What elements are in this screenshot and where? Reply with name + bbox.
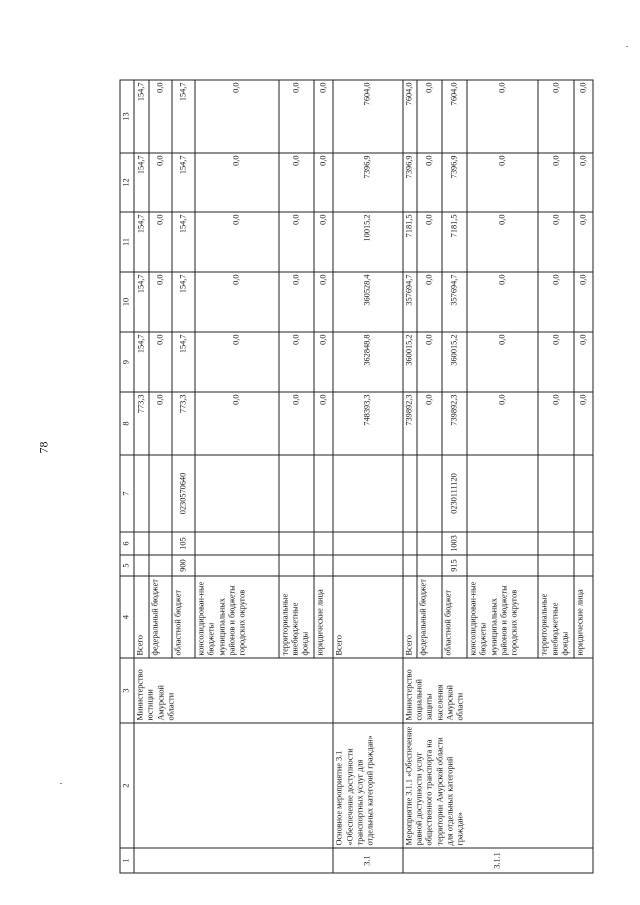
target-article-cell: [403, 455, 417, 532]
header-row: [120, 80, 134, 873]
header-cell: 8: [120, 392, 134, 455]
amount-cell: 0,0: [467, 272, 538, 332]
amount-cell: 773,3: [134, 392, 149, 455]
amount-cell: 154,7: [134, 153, 149, 212]
amount-cell: 154,7: [134, 332, 149, 392]
grbs-code-cell: [417, 555, 442, 576]
target-article-cell: [134, 455, 149, 532]
amount-cell: 154,7: [172, 80, 195, 153]
amount-cell: 0,0: [149, 332, 172, 392]
amount-cell: 154,7: [172, 153, 195, 212]
funding-source-cell: юридические лица: [314, 576, 333, 658]
section-code-cell: 105: [172, 532, 195, 555]
target-article-cell: 0230111120: [442, 455, 467, 532]
target-article-cell: 0230570640: [172, 455, 195, 532]
amount-cell: 0,0: [149, 272, 172, 332]
amount-cell: 0,0: [538, 332, 574, 392]
target-article-cell: [417, 455, 442, 532]
amount-cell: 0,0: [417, 392, 442, 455]
amount-cell: 0,0: [574, 332, 593, 392]
amount-cell: 360015,2: [442, 332, 467, 392]
table-row: [333, 80, 402, 873]
amount-cell: 154,7: [134, 80, 149, 153]
amount-cell: 7604,0: [442, 80, 467, 153]
amount-cell: 0,0: [314, 392, 333, 455]
funding-source-cell: федеральный бюджет: [417, 576, 442, 658]
header-cell: 9: [120, 332, 134, 392]
amount-cell: 748393,3: [333, 392, 402, 455]
funding-source-cell: областной бюджет: [172, 576, 195, 658]
header-cell: 6: [120, 532, 134, 555]
funding-source-cell: территориальные внебюджетные фонды: [538, 576, 574, 658]
amount-cell: 7181,5: [403, 212, 417, 272]
amount-cell: 0,0: [149, 212, 172, 272]
budget-table: [120, 80, 594, 874]
grbs-code-cell: [333, 555, 402, 576]
funding-source-cell: Всего: [403, 576, 417, 658]
target-article-cell: [314, 455, 333, 532]
amount-cell: 154,7: [172, 212, 195, 272]
amount-cell: 0,0: [314, 332, 333, 392]
funding-source-cell: юридические лица: [574, 576, 593, 658]
header-cell: 12: [120, 153, 134, 212]
page-number: 78: [36, 441, 51, 454]
amount-cell: 360015,2: [403, 332, 417, 392]
funding-source-cell: консолидирован-ные бюджеты муниципальных районов и бюджеты городских округов: [467, 576, 538, 658]
amount-cell: 0,0: [279, 153, 315, 212]
amount-cell: 0,0: [538, 80, 574, 153]
amount-cell: 0,0: [314, 153, 333, 212]
amount-cell: 7604,0: [333, 80, 402, 153]
amount-cell: 0,0: [279, 80, 315, 153]
amount-cell: 0,0: [149, 80, 172, 153]
row-number-cell: 3.1: [333, 848, 402, 873]
amount-cell: 0,0: [538, 153, 574, 212]
amount-cell: 0,0: [574, 153, 593, 212]
table-row: [134, 80, 149, 873]
grbs-code-cell: [467, 555, 538, 576]
amount-cell: 739892,3: [442, 392, 467, 455]
amount-cell: 0,0: [467, 80, 538, 153]
funding-source-cell: консолидирован-ные бюджеты муниципальных районов и бюджеты городских округов: [195, 576, 279, 658]
responsible-cell: Министерство юстиции Амурской области: [134, 658, 333, 723]
section-code-cell: [149, 532, 172, 555]
scan-speck: [60, 783, 62, 784]
amount-cell: 7396,9: [403, 153, 417, 212]
section-code-cell: [195, 532, 279, 555]
header-cell: 13: [120, 80, 134, 153]
amount-cell: 362848,8: [333, 332, 402, 392]
row-number-cell: [134, 848, 333, 873]
responsible-cell: Министерство социальной защиты населения Амурской области: [403, 658, 593, 723]
section-code-cell: [333, 532, 402, 555]
amount-cell: 0,0: [538, 212, 574, 272]
section-code-cell: [314, 532, 333, 555]
funding-source-cell: областной бюджет: [442, 576, 467, 658]
amount-cell: 0,0: [538, 272, 574, 332]
grbs-code-cell: [538, 555, 574, 576]
amount-cell: 7181,5: [442, 212, 467, 272]
amount-cell: 0,0: [467, 153, 538, 212]
header-cell: 4: [120, 576, 134, 658]
header-cell: 1: [120, 848, 134, 873]
amount-cell: 0,0: [314, 272, 333, 332]
block-activity-3-1-1: [403, 80, 593, 873]
target-article-cell: [333, 455, 402, 532]
amount-cell: 739892,3: [403, 392, 417, 455]
amount-cell: 7604,0: [403, 80, 417, 153]
target-article-cell: [467, 455, 538, 532]
amount-cell: 357694,7: [403, 272, 417, 332]
activity-name-cell: Основное мероприятие 3.1 «Обеспечение доступности транспортных услуг для отдельных категорий граждан»: [333, 723, 402, 848]
amount-cell: 0,0: [195, 153, 279, 212]
header-cell: 10: [120, 272, 134, 332]
amount-cell: 0,0: [417, 80, 442, 153]
target-article-cell: [574, 455, 593, 532]
amount-cell: 0,0: [417, 332, 442, 392]
target-article-cell: [538, 455, 574, 532]
amount-cell: 0,0: [279, 272, 315, 332]
grbs-code-cell: 915: [442, 555, 467, 576]
amount-cell: 0,0: [467, 212, 538, 272]
amount-cell: 0,0: [279, 332, 315, 392]
grbs-code-cell: [149, 555, 172, 576]
budget-table-rotated: [120, 81, 594, 874]
funding-source-cell: федеральный бюджет: [149, 576, 172, 658]
responsible-cell: [333, 658, 402, 723]
amount-cell: 0,0: [538, 392, 574, 455]
amount-cell: 0,0: [417, 212, 442, 272]
amount-cell: 0,0: [314, 212, 333, 272]
amount-cell: 154,7: [134, 212, 149, 272]
section-code-cell: [417, 532, 442, 555]
section-code-cell: [279, 532, 315, 555]
grbs-code-cell: [195, 555, 279, 576]
section-code-cell: [538, 532, 574, 555]
scan-speck: [626, 46, 628, 47]
amount-cell: 7396,9: [442, 153, 467, 212]
funding-source-cell: Всего: [333, 576, 402, 658]
row-number-cell: 3.1.1: [403, 848, 593, 873]
amount-cell: 773,3: [172, 392, 195, 455]
header-cell: 7: [120, 455, 134, 532]
amount-cell: 0,0: [314, 80, 333, 153]
amount-cell: 0,0: [195, 212, 279, 272]
amount-cell: 0,0: [149, 153, 172, 212]
amount-cell: 0,0: [467, 332, 538, 392]
amount-cell: 0,0: [574, 212, 593, 272]
amount-cell: 7396,9: [333, 153, 402, 212]
amount-cell: 0,0: [574, 80, 593, 153]
amount-cell: 0,0: [195, 272, 279, 332]
header-cell: 11: [120, 212, 134, 272]
amount-cell: 0,0: [195, 392, 279, 455]
block-ministry-justice: [134, 80, 333, 873]
table-row: [403, 80, 417, 873]
amount-cell: 154,7: [172, 332, 195, 392]
section-code-cell: [403, 532, 417, 555]
amount-cell: 0,0: [195, 80, 279, 153]
amount-cell: 10015,2: [333, 212, 402, 272]
activity-name-cell: [134, 723, 333, 848]
header-cell: 3: [120, 658, 134, 723]
grbs-code-cell: [403, 555, 417, 576]
amount-cell: 0,0: [279, 212, 315, 272]
amount-cell: 0,0: [574, 392, 593, 455]
section-code-cell: [467, 532, 538, 555]
amount-cell: 154,7: [134, 272, 149, 332]
grbs-code-cell: [574, 555, 593, 576]
target-article-cell: [149, 455, 172, 532]
target-article-cell: [279, 455, 315, 532]
amount-cell: 357694,7: [442, 272, 467, 332]
amount-cell: 154,7: [172, 272, 195, 332]
grbs-code-cell: 900: [172, 555, 195, 576]
grbs-code-cell: [279, 555, 315, 576]
amount-cell: 0,0: [574, 272, 593, 332]
activity-name-cell: Мероприятие 3.1.1 «Обеспечение равной доступности услуг общественного транспорта на территории Амурской области для отдельных категорий граждан»: [403, 723, 593, 848]
funding-source-cell: Всего: [134, 576, 149, 658]
section-code-cell: [574, 532, 593, 555]
grbs-code-cell: [134, 555, 149, 576]
funding-source-cell: территориальные внебюджетные фонды: [279, 576, 315, 658]
header-cell: 2: [120, 723, 134, 848]
amount-cell: 0,0: [417, 153, 442, 212]
section-code-cell: 1003: [442, 532, 467, 555]
target-article-cell: [195, 455, 279, 532]
section-code-cell: [134, 532, 149, 555]
amount-cell: 0,0: [195, 332, 279, 392]
header-cell: 5: [120, 555, 134, 576]
grbs-code-cell: [314, 555, 333, 576]
amount-cell: 360528,4: [333, 272, 402, 332]
amount-cell: 0,0: [279, 392, 315, 455]
amount-cell: 0,0: [467, 392, 538, 455]
block-main-activity-3-1: [333, 80, 402, 873]
amount-cell: 0,0: [417, 272, 442, 332]
amount-cell: 0,0: [149, 392, 172, 455]
